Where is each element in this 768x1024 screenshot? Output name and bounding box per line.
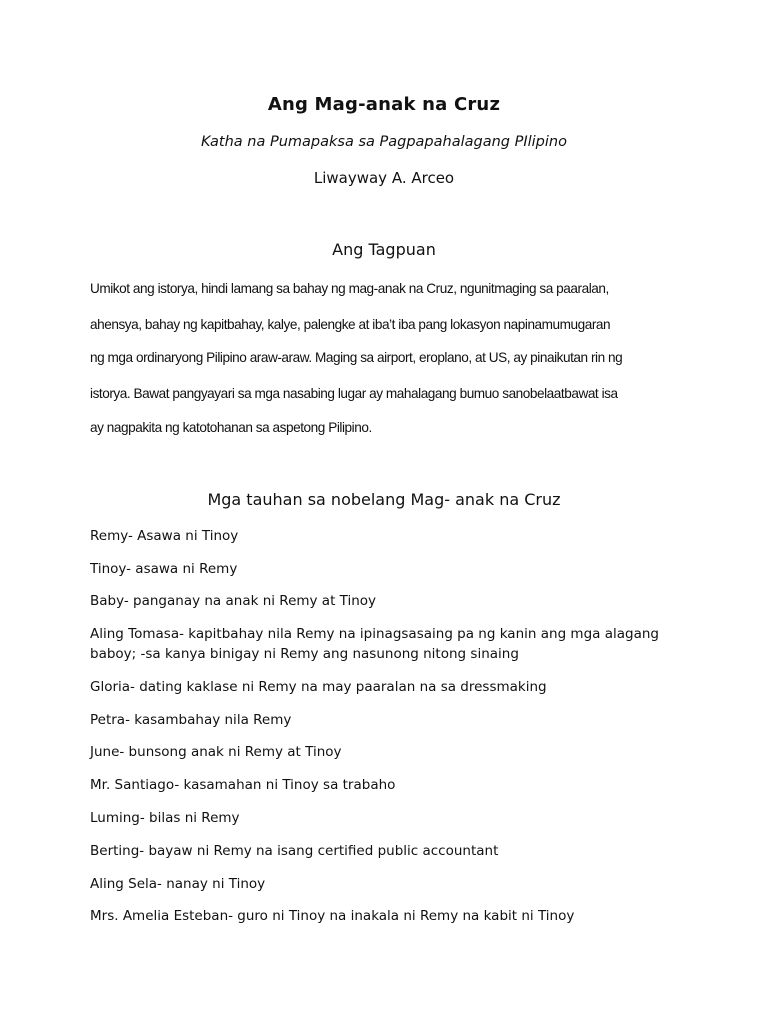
document-title: Ang Mag-anak na Cruz [267,94,501,115]
character-item: Aling Tomasa- kapitbahay nila Remy na ipinagsasaing pa ng kanin ang mga alagang [90,626,659,642]
document-author: Liwayway A. Arceo [313,169,455,187]
character-item: June- bunsong anak ni Remy at Tinoy [90,744,342,760]
setting-line: ay nagpakita ng katotohanan sa aspetong Pilipino. [90,420,372,435]
character-item: Tinoy- asawa ni Remy [90,561,238,577]
setting-line: istorya. Bawat pangyayari sa mga nasabing lugar ay mahalagang bumuo sanobelaatbawat isa [90,386,618,401]
setting-line: ahensya, bahay ng kapitbahay, kalye, palengke at iba’t iba pang lokasyon napinamumugaran [90,317,611,332]
character-item: Baby- panganay na anak ni Remy at Tinoy [90,593,377,609]
character-item: Luming- bilas ni Remy [90,810,240,826]
character-item-continuation: baboy; -sa kanya binigay ni Remy ang nasunong nitong sinaing [90,646,519,662]
document-subtitle: Katha na Pumapaksa sa Pagpapahalagang PIlipino [201,134,567,150]
setting-line: ng mga ordinaryong Pilipino araw-araw. Maging sa airport, eroplano, at US, ay pinaikutan rin ng [90,350,623,365]
character-item: Mrs. Amelia Esteban- guro ni Tinoy na inakala ni Remy na kabit ni Tinoy [90,908,575,924]
character-item: Mr. Santiago- kasamahan ni Tinoy sa trabaho [90,777,396,793]
setting-line: Umikot ang istorya, hindi lamang sa bahay ng mag-anak na Cruz, ngunitmaging sa paaralan, [90,281,609,296]
character-item: Remy- Asawa ni Tinoy [90,528,239,544]
setting-heading: Ang Tagpuan [332,240,436,259]
characters-heading: Mga tauhan sa nobelang Mag- anak na Cruz [207,490,561,509]
character-item: Gloria- dating kaklase ni Remy na may paaralan na sa dressmaking [90,679,547,695]
character-item: Aling Sela- nanay ni Tinoy [90,876,266,892]
character-item: Berting- bayaw ni Remy na isang certified public accountant [90,843,499,859]
character-item: Petra- kasambahay nila Remy [90,712,292,728]
